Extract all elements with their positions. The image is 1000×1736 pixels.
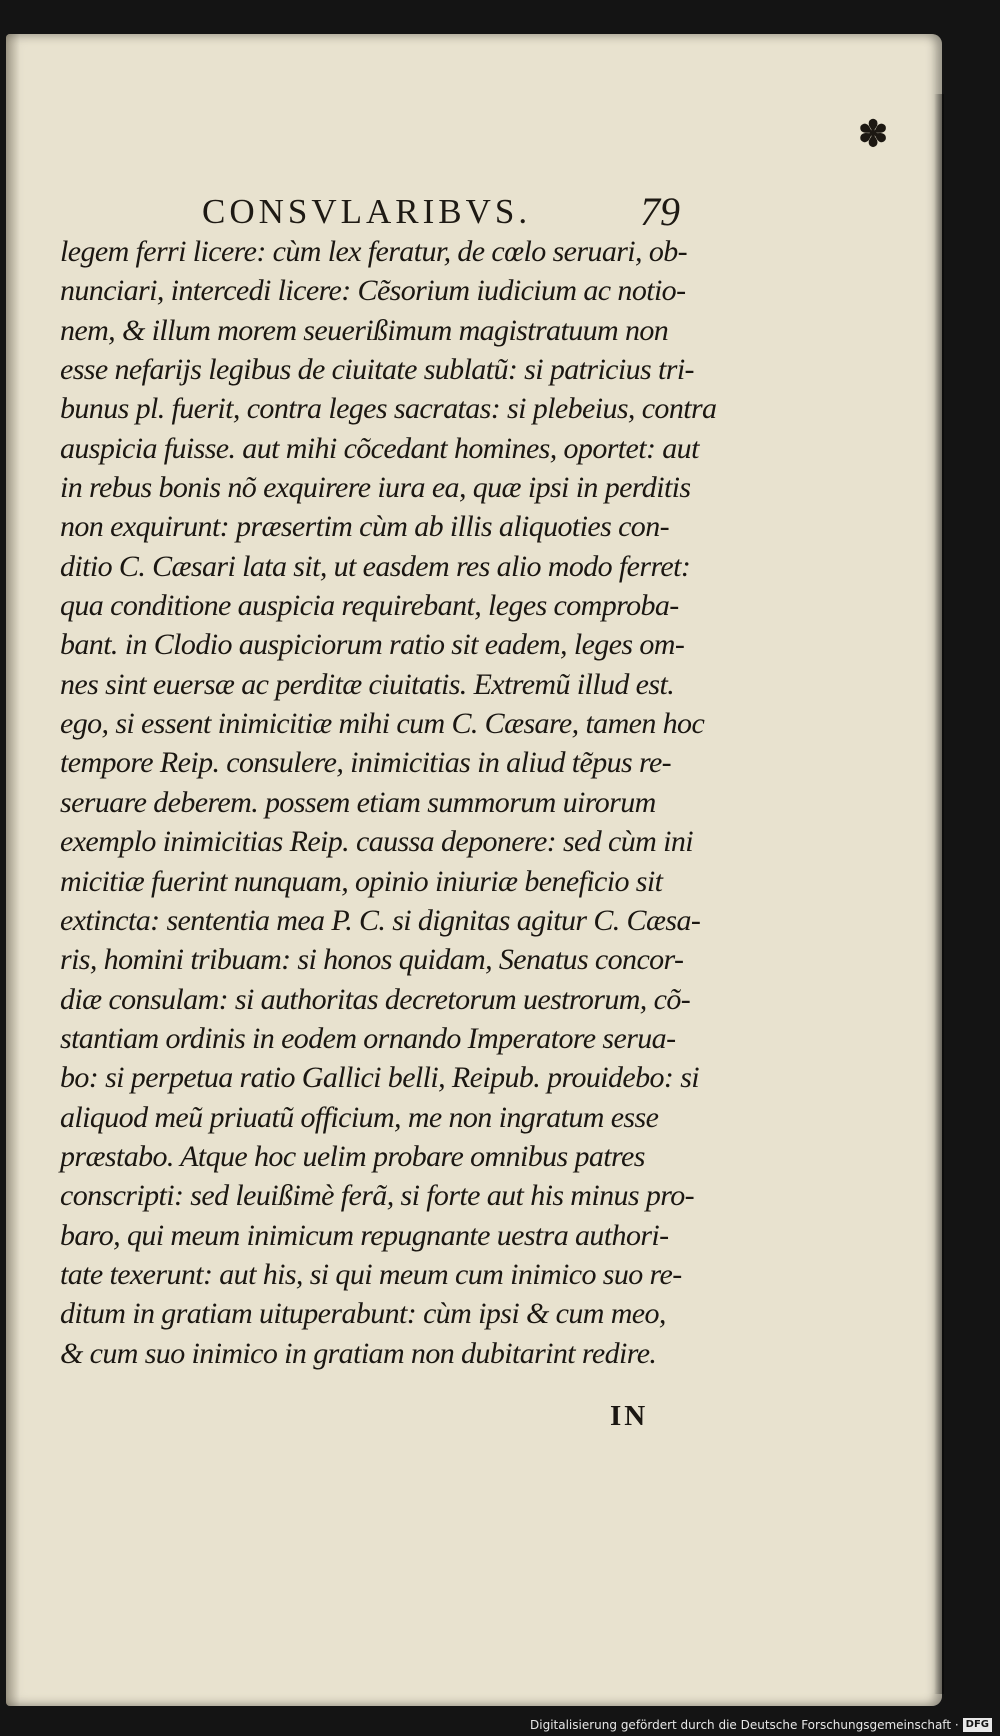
text-line: tate texerunt: aut his, si qui meum cum inimico suo re- [60, 1257, 682, 1291]
text-line: baro, qui meum inimicum repugnante uestra authori- [60, 1218, 669, 1252]
footer-credit [530, 1718, 992, 1732]
ornament-mark: ✽ [858, 113, 889, 155]
text-line: micitiæ fuerint nunquam, opinio iniuriæ beneficio sit [60, 864, 663, 898]
text-line: bo: si perpetua ratio Gallici belli, Reipub. prouidebo: si [60, 1061, 700, 1095]
text-line: non exquirunt: præsertim cùm ab illis aliquoties con- [60, 510, 669, 544]
text-line: conscripti: sed leuißimè ferã, si forte aut his minus pro- [60, 1179, 695, 1213]
book-page [6, 34, 942, 1706]
text-line: præstabo. Atque hoc uelim probare omnibus patres [60, 1139, 645, 1173]
text-line: ris, homini tribuam: si honos quidam, Senatus concor- [60, 943, 684, 977]
text-line: in rebus bonis nõ exquirere iura ea, quæ ipsi in perditis [60, 471, 691, 505]
text-line: ego, si essent inimicitiæ mihi cum C. Cæsare, tamen hoc [60, 707, 705, 741]
text-line: bunus pl. fuerit, contra leges sacratas: si plebeius, contra [60, 392, 717, 426]
text-line: nem, & illum morem seuerißimum magistratuum non [60, 313, 669, 347]
text-line: auspicia fuisse. aut mihi cõcedant homines, oportet: aut [60, 431, 699, 465]
text-line: ditio C. Cæsari lata sit, ut easdem res alio modo ferret: [60, 549, 691, 583]
text-line: diæ consulam: si authoritas decretorum uestrorum, cõ- [60, 982, 691, 1016]
text-line: aliquod meũ priuatũ officium, me non ingratum esse [60, 1100, 659, 1134]
text-line: legem ferri licere: cùm lex feratur, de cœlo seruari, ob- [60, 235, 688, 268]
funding-credit: Digitalisierung gefördert durch die Deutsche Forschungsgemeinschaft · [530, 1718, 959, 1732]
text-line: seruare deberem. possem etiam summorum uirorum [60, 785, 656, 819]
text-line: extincta: sententia mea P. C. si dignitas agitur C. Cæsa- [60, 903, 701, 937]
text-line: & cum suo inimico in gratiam non dubitarint redire. [60, 1336, 657, 1370]
text-line: bant. in Clodio auspiciorum ratio sit eadem, leges om- [60, 628, 685, 662]
page-number: 79 [640, 189, 680, 234]
text-line: nes sint euersæ ac perditæ ciuitatis. Extremũ illud est. [60, 667, 675, 701]
text-line: exemplo inimicitias Reip. caussa deponere: sed cùm ini [60, 825, 693, 859]
body-text [60, 232, 717, 1373]
dfg-logo: DFG [963, 1718, 992, 1732]
text-line: qua conditione auspicia requirebant, leges comproba- [60, 589, 679, 623]
catchword: IN [610, 1400, 649, 1432]
text-line: esse nefarijs legibus de ciuitate sublatũ: si patricius tri- [60, 353, 694, 387]
text-line: tempore Reip. consulere, inimicitias in aliud tẽpus re- [60, 746, 672, 780]
running-head: CONSVLARIBVS. [202, 192, 532, 231]
page-edge-shadow [934, 94, 944, 1694]
text-line: stantiam ordinis in eodem ornando Imperatore serua- [60, 1021, 676, 1055]
text-line: nunciari, intercedi licere: Cẽsorium iudicium ac notio- [60, 274, 686, 308]
text-line: ditum in gratiam uituperabunt: cùm ipsi & cum meo, [60, 1297, 666, 1331]
